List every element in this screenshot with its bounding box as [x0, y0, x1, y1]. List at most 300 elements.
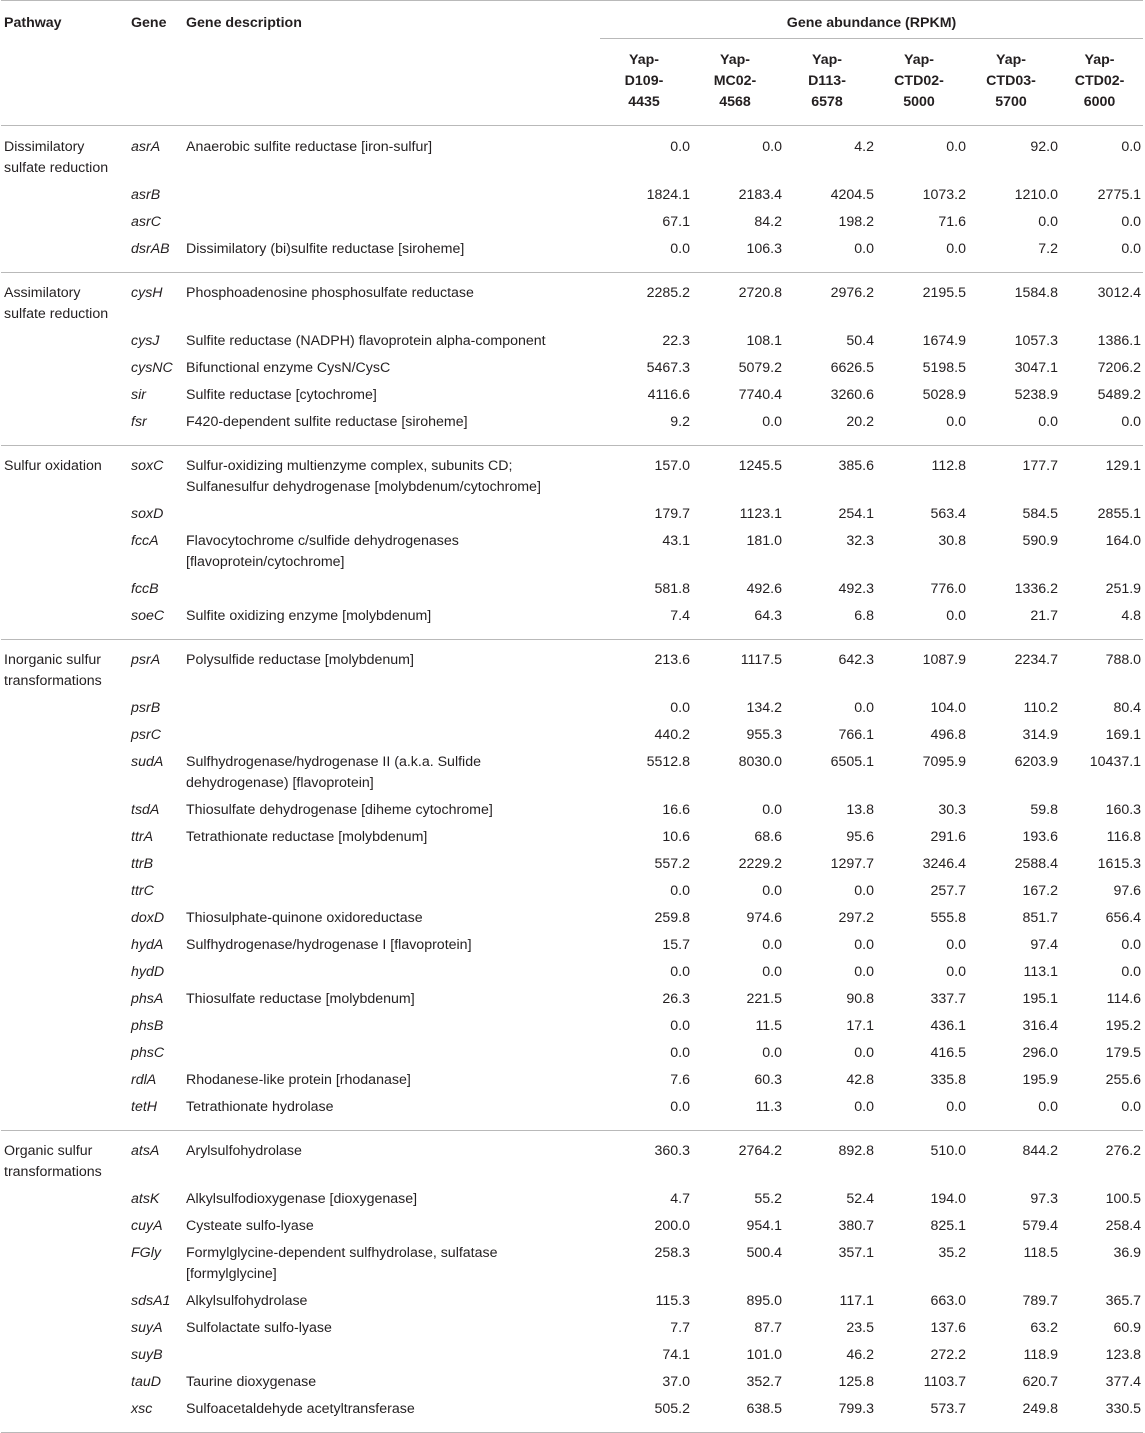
abundance-value: 0.0 — [670, 139, 690, 155]
gene-cell: phsB — [131, 1018, 164, 1034]
pathway-cell — [1, 1291, 131, 1318]
description-cell — [186, 725, 600, 752]
abundance-value: 97.6 — [1113, 883, 1142, 899]
abundance-value: 557.2 — [654, 856, 690, 872]
abundance-value: 0.0 — [670, 1045, 690, 1061]
abundance-value: 71.6 — [938, 214, 966, 230]
abundance-value: 416.5 — [930, 1045, 966, 1061]
table-row — [1, 935, 1143, 962]
abundance-value: 0.0 — [1121, 214, 1142, 230]
abundance-value: 221.5 — [746, 991, 782, 1007]
abundance-value: 87.7 — [754, 1320, 782, 1336]
description-line: Thiosulfate dehydrogenase [diheme cytochrome] — [186, 802, 493, 818]
abundance-value: 1057.3 — [1014, 333, 1058, 349]
abundance-value: 7.2 — [1038, 241, 1058, 257]
description-line: [formylglycine] — [186, 1266, 277, 1282]
pathway-label: Sulfur oxidation — [4, 458, 102, 474]
table-row — [1, 854, 1143, 881]
header-sample-1 — [600, 39, 690, 126]
abundance-value: 251.9 — [1105, 581, 1142, 597]
abundance-value: 181.0 — [746, 533, 782, 549]
table-row — [1, 273, 1143, 332]
abundance-value: 4.2 — [854, 139, 874, 155]
abundance-value: 255.6 — [1105, 1072, 1142, 1088]
abundance-value: 110.2 — [1023, 700, 1058, 716]
description-cell — [186, 331, 600, 358]
description-cell — [186, 1345, 600, 1372]
abundance-value: 68.6 — [754, 829, 782, 845]
description-line: Sulfite oxidizing enzyme [molybdenum] — [186, 608, 432, 624]
abundance-value: 4.7 — [670, 1191, 690, 1207]
abundance-value: 0.0 — [854, 1045, 874, 1061]
abundance-value: 106.3 — [746, 241, 782, 257]
description-cell — [186, 606, 600, 640]
abundance-value: 1245.5 — [690, 446, 782, 505]
table-row — [1, 1291, 1143, 1318]
abundance-value: 0.0 — [1038, 414, 1058, 430]
table-row — [1, 908, 1143, 935]
abundance-value: 17.1 — [846, 1018, 874, 1034]
abundance-value: 0.0 — [854, 964, 874, 980]
abundance-value: 137.6 — [930, 1320, 966, 1336]
table-row — [1, 239, 1143, 273]
pathway-cell — [1, 962, 131, 989]
abundance-value: 1123.1 — [739, 506, 782, 522]
abundance-value: 0.0 — [946, 937, 966, 953]
header-sample-line: D109- — [624, 73, 664, 89]
description-cell — [186, 239, 600, 273]
description-cell — [186, 579, 600, 606]
abundance-value: 638.5 — [690, 1399, 782, 1433]
pathway-cell — [1, 725, 131, 752]
pathway-cell — [1, 1016, 131, 1043]
pathway-cell — [1, 273, 131, 332]
abundance-value: 8030.0 — [738, 754, 782, 770]
pathway-cell — [1, 752, 131, 800]
abundance-value: 436.1 — [930, 1018, 966, 1034]
description-cell — [186, 185, 600, 212]
abundance-value: 330.5 — [1058, 1399, 1143, 1433]
gene-cell: ttrA — [131, 829, 154, 845]
header-sample-line: CTD03- — [986, 73, 1036, 89]
abundance-value: 194.0 — [930, 1191, 966, 1207]
abundance-value: 118.5 — [1023, 1245, 1058, 1261]
pathway-label: Dissimilatory — [4, 139, 85, 155]
table-row — [1, 752, 1143, 800]
table-row — [1, 1131, 1143, 1190]
abundance-value: 365.7 — [1105, 1293, 1142, 1309]
abundance-value: 2588.4 — [1014, 856, 1058, 872]
gene-cell: atsA — [131, 1131, 186, 1190]
abundance-value: 2775.1 — [1097, 187, 1142, 203]
gene-cell: asrA — [131, 139, 161, 155]
abundance-value: 55.2 — [754, 1191, 782, 1207]
pathway-cell — [1, 908, 131, 935]
pathway-cell — [1, 827, 131, 854]
abundance-value: 36.9 — [1113, 1245, 1142, 1261]
header-sample-line: Yap- — [904, 52, 934, 68]
header-sample-line: CTD02- — [894, 73, 944, 89]
description-cell — [186, 908, 600, 935]
abundance-value: 2229.2 — [738, 856, 782, 872]
pathway-cell — [1, 1070, 131, 1097]
header-sample-6 — [1058, 39, 1143, 126]
table-row — [1, 212, 1143, 239]
abundance-value: 590.9 — [1022, 533, 1058, 549]
abundance-value: 92.0 — [1030, 139, 1058, 155]
abundance-value: 3047.1 — [1014, 360, 1058, 376]
abundance-value: 0.0 — [670, 964, 690, 980]
description-line: Tetrathionate reductase [molybdenum] — [186, 829, 428, 845]
abundance-value: 213.6 — [600, 640, 690, 699]
table-row — [1, 358, 1143, 385]
pathway-cell — [1, 385, 131, 412]
abundance-value: 43.1 — [662, 533, 690, 549]
abundance-value: 0.0 — [1121, 139, 1142, 155]
gene-cell: asrB — [131, 187, 161, 203]
abundance-value: 125.8 — [838, 1374, 874, 1390]
abundance-value: 26.3 — [662, 991, 690, 1007]
abundance-value: 620.7 — [1022, 1374, 1058, 1390]
pathway-cell — [1, 640, 131, 699]
description-line: Flavocytochrome c/sulfide dehydrogenases — [186, 533, 459, 549]
abundance-value: 113.1 — [1023, 964, 1058, 980]
abundance-value: 60.3 — [754, 1072, 782, 1088]
abundance-value: 316.4 — [1022, 1018, 1058, 1034]
pathway-label: sulfate reduction — [4, 306, 109, 322]
abundance-value: 123.8 — [1105, 1347, 1142, 1363]
header-sample-2 — [690, 39, 782, 126]
pathway-label: transformations — [4, 1164, 102, 1180]
pathway-cell — [1, 989, 131, 1016]
abundance-value: 169.1 — [1105, 727, 1142, 743]
abundance-value: 259.8 — [654, 910, 690, 926]
gene-cell: tauD — [131, 1374, 161, 1390]
abundance-value: 129.1 — [1058, 446, 1143, 505]
abundance-value: 6626.5 — [830, 360, 874, 376]
description-line: Sulfite reductase [cytochrome] — [186, 387, 377, 403]
abundance-value: 584.5 — [1022, 506, 1058, 522]
abundance-value: 46.2 — [846, 1347, 874, 1363]
pathway-cell — [1, 1043, 131, 1070]
abundance-value: 195.9 — [1022, 1072, 1058, 1088]
abundance-value: 0.0 — [946, 1099, 966, 1115]
description-line: Thiosulphate-quinone oxidoreductase — [186, 910, 423, 926]
abundance-value: 974.6 — [746, 910, 782, 926]
description-line: Sulfite reductase (NADPH) flavoprotein alpha-component — [186, 333, 546, 349]
gene-cell: sudA — [131, 754, 164, 770]
abundance-value: 2285.2 — [600, 273, 690, 332]
table-row — [1, 126, 1143, 186]
abundance-value: 656.4 — [1105, 910, 1142, 926]
abundance-value: 13.8 — [846, 802, 874, 818]
abundance-value: 0.0 — [854, 883, 874, 899]
abundance-value: 573.7 — [874, 1399, 966, 1433]
abundance-value: 0.0 — [762, 139, 782, 155]
header-sample-line: Yap- — [720, 52, 750, 68]
description-line: Thiosulfate reductase [molybdenum] — [186, 991, 415, 1007]
abundance-value: 296.0 — [1022, 1045, 1058, 1061]
description-cell — [186, 1216, 600, 1243]
abundance-value: 22.3 — [662, 333, 690, 349]
gene-cell: phsC — [131, 1045, 165, 1061]
header-sample-line: 6000 — [1083, 94, 1116, 110]
abundance-value: 108.1 — [746, 333, 782, 349]
pathway-cell — [1, 531, 131, 579]
pathway-cell — [1, 504, 131, 531]
abundance-value: 257.7 — [930, 883, 966, 899]
table-row — [1, 800, 1143, 827]
abundance-value: 1117.5 — [690, 640, 782, 699]
pathway-cell — [1, 358, 131, 385]
abundance-value: 510.0 — [874, 1131, 966, 1190]
abundance-value: 10.6 — [662, 829, 690, 845]
abundance-value: 7095.9 — [922, 754, 966, 770]
gene-cell: atsK — [131, 1191, 160, 1207]
abundance-value: 35.2 — [938, 1245, 966, 1261]
abundance-value: 0.0 — [854, 241, 874, 257]
description-line: Anaerobic sulfite reductase [iron-sulfur] — [186, 139, 433, 155]
description-cell — [186, 989, 600, 1016]
abundance-value: 2195.5 — [874, 273, 966, 332]
abundance-value: 799.3 — [782, 1399, 874, 1433]
abundance-value: 3260.6 — [830, 387, 874, 403]
abundance-value: 0.0 — [762, 883, 782, 899]
description-line: Arylsulfohydrolase — [186, 1143, 302, 1159]
abundance-value: 337.7 — [930, 991, 966, 1007]
gene-cell: tetH — [131, 1099, 158, 1115]
abundance-value: 0.0 — [762, 964, 782, 980]
abundance-value: 291.6 — [930, 829, 966, 845]
abundance-value: 2764.2 — [690, 1131, 782, 1190]
abundance-value: 60.9 — [1113, 1320, 1142, 1336]
table-row — [1, 331, 1143, 358]
pathway-cell — [1, 1131, 131, 1190]
abundance-value: 95.6 — [846, 829, 874, 845]
abundance-value: 6203.9 — [1014, 754, 1058, 770]
abundance-value: 0.0 — [1121, 414, 1142, 430]
description-cell — [186, 1318, 600, 1345]
abundance-value: 788.0 — [1058, 640, 1143, 699]
gene-cell: ttrC — [131, 883, 154, 899]
abundance-value: 9.2 — [670, 414, 690, 430]
abundance-value: 563.4 — [930, 506, 966, 522]
table-row — [1, 1372, 1143, 1399]
header-abundance: Gene abundance (RPKM) — [600, 1, 1143, 39]
description-line: Sulfanesulfur dehydrogenase [molybdenum/cytochrome] — [186, 479, 541, 495]
table-row — [1, 579, 1143, 606]
table-row — [1, 1318, 1143, 1345]
header-description: Gene description — [186, 1, 600, 126]
gene-cell: sdsA1 — [131, 1293, 171, 1309]
abundance-value: 7740.4 — [738, 387, 782, 403]
gene-cell: soeC — [131, 608, 165, 624]
header-gene: Gene — [131, 1, 186, 126]
abundance-value: 7.7 — [670, 1320, 690, 1336]
gene-cell: cuyA — [131, 1218, 163, 1234]
header-pathway: Pathway — [1, 1, 131, 126]
table-row — [1, 412, 1143, 446]
header-sample-3 — [782, 39, 874, 126]
pathway-label: Inorganic sulfur — [4, 652, 101, 668]
abundance-value: 352.7 — [746, 1374, 782, 1390]
abundance-value: 1297.7 — [830, 856, 874, 872]
table-row — [1, 385, 1143, 412]
gene-cell: xsc — [131, 1399, 186, 1433]
abundance-value: 1615.3 — [1097, 856, 1142, 872]
gene-cell: cysNC — [131, 360, 173, 376]
abundance-value: 258.3 — [654, 1245, 690, 1261]
description-line: Cysteate sulfo-lyase — [186, 1218, 314, 1234]
gene-cell: hydD — [131, 964, 165, 980]
abundance-value: 5489.2 — [1097, 387, 1142, 403]
abundance-value: 440.2 — [654, 727, 690, 743]
abundance-value: 851.7 — [1022, 910, 1058, 926]
abundance-value: 1824.1 — [646, 187, 690, 203]
abundance-value: 581.8 — [654, 581, 690, 597]
abundance-value: 272.2 — [930, 1347, 966, 1363]
pathway-label: Organic sulfur — [4, 1143, 93, 1159]
abundance-value: 21.7 — [1030, 608, 1058, 624]
abundance-value: 114.6 — [1106, 991, 1142, 1007]
header-sample-line: 4435 — [628, 94, 660, 110]
abundance-value: 0.0 — [946, 608, 966, 624]
abundance-value: 579.4 — [1022, 1218, 1058, 1234]
pathway-cell — [1, 698, 131, 725]
abundance-value: 825.1 — [930, 1218, 966, 1234]
abundance-value: 0.0 — [670, 700, 690, 716]
description-line: Tetrathionate hydrolase — [186, 1099, 334, 1115]
abundance-value: 11.5 — [755, 1018, 782, 1034]
abundance-value: 0.0 — [946, 241, 966, 257]
abundance-value: 895.0 — [746, 1293, 782, 1309]
abundance-value: 37.0 — [662, 1374, 690, 1390]
gene-cell: psrB — [131, 700, 161, 716]
table-row — [1, 185, 1143, 212]
abundance-value: 360.3 — [600, 1131, 690, 1190]
abundance-value: 955.3 — [746, 727, 782, 743]
abundance-value: 112.8 — [874, 446, 966, 505]
description-line: Rhodanese-like protein [rhodanase] — [186, 1072, 411, 1088]
abundance-value: 1674.9 — [922, 333, 966, 349]
table-row — [1, 1189, 1143, 1216]
description-line: Sulfur-oxidizing multienzyme complex, subunits CD; — [186, 458, 513, 474]
description-cell — [186, 273, 600, 332]
description-line: Dissimilatory (bi)sulfite reductase [siroheme] — [186, 241, 465, 257]
abundance-value: 6505.1 — [830, 754, 874, 770]
abundance-value: 0.0 — [762, 414, 782, 430]
table-row — [1, 1243, 1143, 1291]
gene-cell: psrA — [131, 640, 186, 699]
pathway-label: transformations — [4, 673, 102, 689]
description-cell — [186, 752, 600, 800]
abundance-value: 276.2 — [1058, 1131, 1143, 1190]
abundance-value: 254.1 — [838, 506, 874, 522]
description-line: Polysulfide reductase [molybdenum] — [186, 652, 414, 668]
description-cell — [186, 1131, 600, 1190]
abundance-value: 200.0 — [654, 1218, 690, 1234]
table-row — [1, 531, 1143, 579]
pathway-cell — [1, 606, 131, 640]
table-row — [1, 640, 1143, 699]
abundance-value: 1087.9 — [874, 640, 966, 699]
description-cell — [186, 1189, 600, 1216]
abundance-value: 117.1 — [839, 1293, 874, 1309]
abundance-value: 0.0 — [670, 241, 690, 257]
abundance-value: 2976.2 — [782, 273, 874, 332]
header-sample-line: 6578 — [811, 94, 843, 110]
abundance-value: 0.0 — [762, 937, 782, 953]
pathway-cell — [1, 1216, 131, 1243]
description-cell — [186, 385, 600, 412]
gene-cell: fsr — [131, 414, 147, 430]
abundance-value: 32.3 — [846, 533, 874, 549]
pathway-cell — [1, 854, 131, 881]
table-row — [1, 989, 1143, 1016]
abundance-value: 7.4 — [670, 608, 690, 624]
abundance-value: 5198.5 — [922, 360, 966, 376]
pathway-cell — [1, 212, 131, 239]
abundance-value: 0.0 — [1121, 241, 1142, 257]
abundance-value: 134.2 — [746, 700, 782, 716]
abundance-value: 16.6 — [662, 802, 690, 818]
abundance-value: 50.4 — [846, 333, 874, 349]
abundance-value: 116.8 — [1106, 829, 1142, 845]
pathway-cell — [1, 331, 131, 358]
abundance-value: 1073.2 — [922, 187, 966, 203]
description-cell — [186, 1372, 600, 1399]
abundance-value: 5512.8 — [646, 754, 690, 770]
abundance-value: 0.0 — [1121, 937, 1142, 953]
abundance-value: 0.0 — [1038, 214, 1058, 230]
abundance-value: 0.0 — [946, 964, 966, 980]
gene-cell: tsdA — [131, 802, 160, 818]
table-row — [1, 962, 1143, 989]
table-row — [1, 1043, 1143, 1070]
table-row — [1, 1216, 1143, 1243]
header-sample-line: 4568 — [719, 94, 751, 110]
pathway-cell — [1, 446, 131, 505]
pathway-cell — [1, 412, 131, 446]
gene-cell: dsrAB — [131, 241, 170, 257]
abundance-value: 789.7 — [1022, 1293, 1058, 1309]
description-line: Sulfolactate sulfo-lyase — [186, 1320, 332, 1336]
gene-cell: doxD — [131, 910, 165, 926]
description-line: Alkylsulfohydrolase — [186, 1293, 308, 1309]
abundance-value: 15.7 — [662, 937, 690, 953]
abundance-value: 179.5 — [1105, 1045, 1142, 1061]
description-cell — [186, 827, 600, 854]
abundance-value: 258.4 — [1105, 1218, 1142, 1234]
abundance-value: 97.3 — [1030, 1191, 1058, 1207]
abundance-value: 164.0 — [1105, 533, 1142, 549]
abundance-value: 249.8 — [966, 1399, 1058, 1433]
abundance-value: 4204.5 — [830, 187, 874, 203]
table-body — [1, 126, 1143, 1433]
pathway-cell — [1, 800, 131, 827]
abundance-value: 0.0 — [946, 414, 966, 430]
gene-cell: fccB — [131, 581, 159, 597]
header-sample-line: 5700 — [995, 94, 1027, 110]
abundance-value: 97.4 — [1030, 937, 1058, 953]
abundance-value: 20.2 — [846, 414, 874, 430]
table-row — [1, 1097, 1143, 1131]
header-sample-4 — [874, 39, 966, 126]
abundance-value: 0.0 — [1121, 1099, 1142, 1115]
pathway-cell — [1, 1189, 131, 1216]
header-sample-line: Yap- — [1084, 52, 1115, 68]
pathway-cell — [1, 881, 131, 908]
